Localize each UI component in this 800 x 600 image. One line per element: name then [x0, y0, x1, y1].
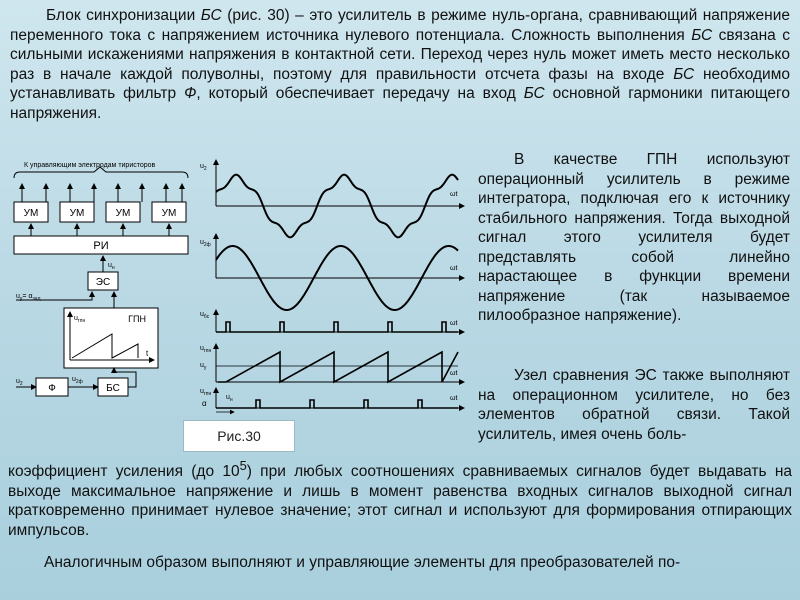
omega-label: ωt [450, 320, 458, 327]
f-label: Ф [48, 383, 56, 394]
text-run-italic: БС [691, 26, 713, 44]
u2f-label: $u_{2ф}$ [72, 376, 83, 385]
um-label: УМ [115, 208, 131, 219]
wave-row-ugpn [200, 344, 464, 382]
text-run: Блок синхронизации [46, 7, 201, 24]
uy-label: $u_у= \alpha_{зад}$ [16, 293, 41, 302]
un-pulses [216, 400, 458, 408]
um-label: УМ [23, 208, 39, 219]
paragraph-es: Узел сравнения ЭС также выполняют на операционном усилителе, но без элементов обратной связи. Такой усилитель, имея очень боль- [478, 367, 790, 443]
text-run: (рис. 30) – это усилитель в режиме нуль-органа, сравнивающий напряжение переменного тока с напряжением источника нулевого потенциала. Сложность выполнения [10, 7, 790, 44]
gpn-t-label: t [146, 349, 149, 358]
bs-label: БС [106, 383, 120, 394]
row-label: $u_{бс}$ [200, 311, 210, 320]
ugpn-sawtooth [218, 352, 458, 382]
ri-to-um-arrows [31, 224, 169, 236]
text-run: необходимо устанавливать фильтр [10, 65, 790, 102]
text-run: коэффициент усиления (до 10 [8, 463, 240, 481]
omega-label: ωt [450, 370, 458, 377]
un-label: $u_н$ [108, 262, 115, 271]
es-label: ЭС [95, 277, 111, 288]
text-run-italic: БС [523, 85, 545, 102]
block-top-label: К управляющим электродам тиристоров [24, 162, 156, 169]
uy-label: $u_у$ [200, 362, 207, 371]
ubs-pulses [216, 322, 458, 332]
omega-label: ωt [450, 191, 458, 198]
paragraph-control: Аналогичным образом выполняют и управляющие элементы для преобразователей по- [44, 554, 681, 571]
gpn-axis-label: $u_{гпн}$ [74, 315, 86, 324]
text-run: связана с сильными искажениями напряжения в контактной сети. Переход через нуль может иметь место несколько раз в начале каждой полуволны, поэтому для правильности отсчета фазы на входе [10, 26, 790, 83]
text-run: основной гармоники питающего напряжения. [10, 85, 790, 122]
un-label: $u_н$ [226, 394, 233, 403]
text-run-italic: БС [200, 7, 222, 24]
row-label: $u_{гпн}$ [200, 388, 212, 397]
gpn-label: ГПН [128, 314, 146, 324]
wave-row-u2 [200, 160, 464, 237]
text-run-italic: БС [673, 65, 695, 83]
block-diagram [6, 150, 196, 410]
text-run-italic: Ф [184, 85, 197, 102]
wave-row-u2f [200, 234, 464, 310]
paragraph-gpn: В качестве ГПН используют операционный усилитель в режиме интегратора, подключая его к источнику стабильного напряжения. Тогда выходной сигнал этого усилителя будет представлять собой линейно нарастающее в функции времени напряжение (так называемое пилообразное напряжение). [478, 151, 790, 324]
figure-caption: Рис.30 [183, 420, 295, 452]
paragraph-intro [10, 6, 790, 123]
ri-label: РИ [93, 240, 109, 252]
waveform-svg [196, 150, 468, 420]
block-diagram-svg [6, 150, 196, 410]
text-run: , который обеспечивает передачу на вход [196, 85, 524, 102]
u2-label: $u_2$ [16, 378, 23, 387]
superscript: 5 [239, 458, 247, 473]
alpha-label: α [202, 399, 207, 408]
row-label: $u_2$ [200, 163, 207, 172]
omega-label: ωt [450, 265, 458, 272]
um-outputs [22, 184, 182, 202]
row-label: $u_{гпн}$ [200, 345, 212, 354]
wave-row-un [200, 388, 464, 412]
omega-label: ωt [450, 395, 458, 402]
um-boxes [14, 202, 186, 222]
paragraph-gain [8, 456, 792, 540]
um-label: УМ [161, 208, 177, 219]
um-label: УМ [69, 208, 85, 219]
wave-row-ubs [200, 310, 464, 332]
text-run: ) при любых соотношениях сравниваемых сигналов будет выдавать на выходе максимальное напряжение и лишь в момент равенства входных сигналов выходной сигнал кратковременно принимает нулевое значение; этот сигнал и используют для формирования отпирающих импульсов. [8, 463, 792, 539]
row-label: $u_{2ф}$ [200, 239, 211, 248]
waveform-diagram [196, 150, 468, 420]
